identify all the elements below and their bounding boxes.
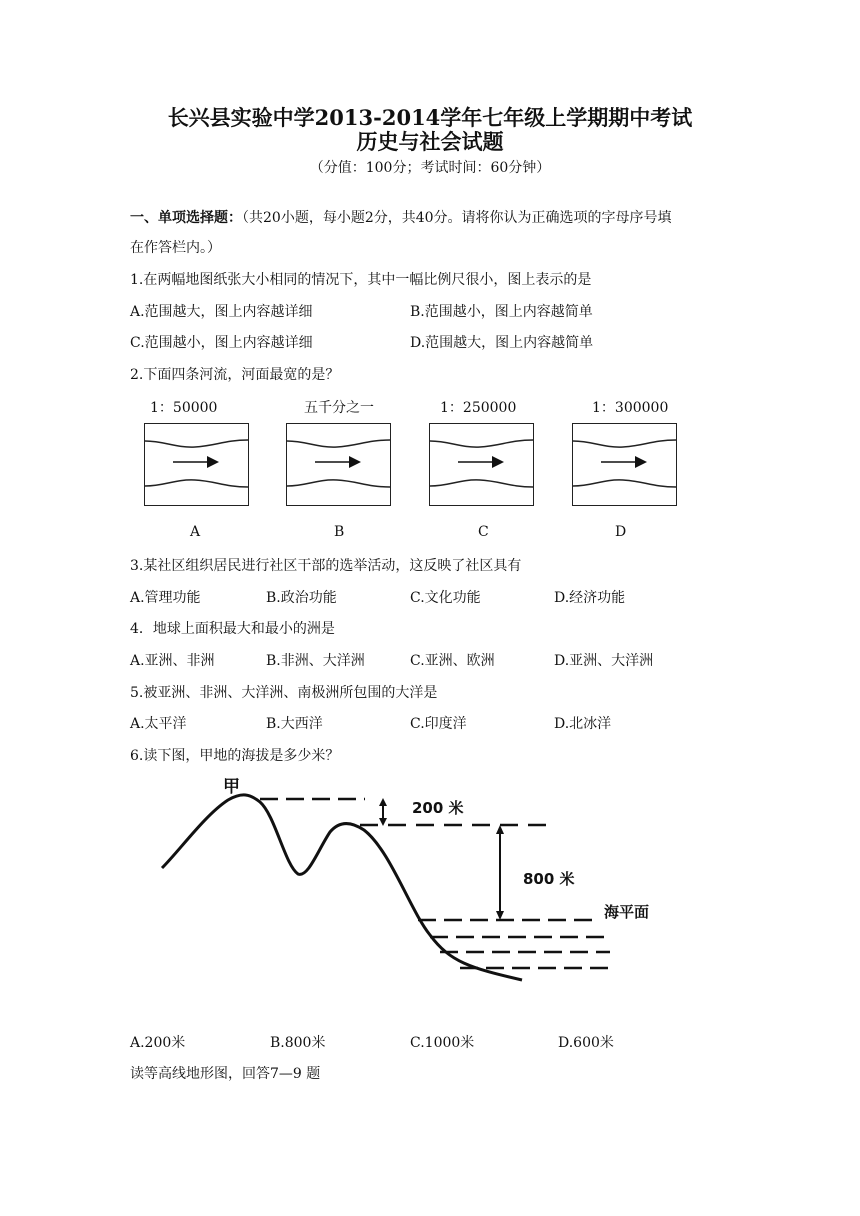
question-5-option-d: D.北冰洋 (554, 716, 612, 732)
question-4-option-c: C.亚洲、欧洲 (410, 653, 495, 669)
exam-title-line1: 长兴县实验中学2013-2014学年七年级上学期期中考试 (167, 105, 693, 130)
river-b-scale: 五千分之一 (304, 400, 374, 416)
question-5-option-c: C.印度洋 (410, 716, 467, 732)
river-diagram-a (145, 424, 248, 505)
label-800: 800 米 (523, 870, 575, 888)
river-a-label: A (190, 524, 201, 540)
river-map-d (572, 423, 677, 506)
question-3-option-d: D.经济功能 (554, 590, 626, 606)
question-3-option-b: B.政治功能 (266, 590, 337, 606)
river-b-label: B (334, 524, 345, 540)
river-c-scale: 1：250000 (440, 400, 517, 416)
label-200: 200 米 (412, 799, 464, 817)
question-1-option-b: B.范围越小，图上内容越简单 (410, 304, 593, 320)
river-map-b (286, 423, 391, 506)
river-map-a (144, 423, 249, 506)
river-a-scale: 1：50000 (150, 400, 218, 416)
question-4-stem: 4．地球上面积最大和最小的洲是 (130, 621, 335, 637)
question-6-option-c: C.1000米 (410, 1035, 475, 1051)
section-instruction (130, 207, 672, 227)
question-1-option-c: C.范围越小，图上内容越详细 (130, 335, 313, 351)
peak-label: 甲 (223, 777, 240, 797)
question-6-option-a: A.200米 (130, 1035, 186, 1051)
question-6-option-d: D.600米 (558, 1035, 614, 1051)
question-4-option-d: D.亚洲、大洋洲 (554, 653, 654, 669)
question-6-option-b: B.800米 (270, 1035, 326, 1051)
river-d-label: D (615, 524, 627, 540)
question-2-stem: 2.下面四条河流，河面最宽的是？ (130, 367, 340, 383)
question-1-option-a: A.范围越大，图上内容越详细 (130, 304, 313, 320)
river-d-scale: 1：300000 (592, 400, 669, 416)
river-diagram-c (430, 424, 533, 505)
river-diagram-d (573, 424, 676, 505)
river-map-c (429, 423, 534, 506)
question-3-stem: 3.某社区组织居民进行社区干部的选举活动，这反映了社区具有 (130, 558, 522, 574)
elevation-profile-figure (150, 770, 670, 1010)
question-4-option-a: A.亚洲、非洲 (130, 653, 215, 669)
exam-title-line2: 历史与社会试题 (356, 129, 504, 154)
question-4-option-b: B.非洲、大洋洲 (266, 653, 365, 669)
question-5-stem: 5.被亚洲、非洲、大洋洲、南极洲所包围的大洋是 (130, 685, 438, 701)
question-7-9-intro: 读等高线地形图，回答7—9 题 (130, 1066, 321, 1082)
question-6-stem: 6.读下图，甲地的海拔是多少米？ (130, 748, 340, 764)
exam-subtitle: （分值：100分；考试时间：60分钟） (309, 160, 551, 176)
question-1-stem: 1.在两幅地图纸张大小相同的情况下，其中一幅比例尺很小，图上表示的是 (130, 272, 592, 288)
question-3-option-c: C.文化功能 (410, 590, 481, 606)
question-1-option-d: D.范围越大，图上内容越简单 (410, 335, 594, 351)
arrow-800-head-down (496, 911, 504, 920)
question-5-option-b: B.大西洋 (266, 716, 323, 732)
question-3-option-a: A.管理功能 (130, 590, 201, 606)
section-heading: 一、单项选择题： (130, 210, 242, 226)
section-instruction-b: 在作答栏内。） (130, 240, 221, 256)
arrow-200-head-down (379, 818, 387, 826)
question-5-option-a: A.太平洋 (130, 716, 187, 732)
arrow-800-head-up (496, 825, 504, 834)
arrow-200-head-up (379, 798, 387, 806)
section-instruction-a: （共20小题，每小题2分，共40分。请将你认为正确选项的字母序号填 (242, 210, 672, 226)
sea-level-label: 海平面 (604, 903, 650, 921)
river-diagram-b (287, 424, 390, 505)
river-c-label: C (478, 524, 489, 540)
